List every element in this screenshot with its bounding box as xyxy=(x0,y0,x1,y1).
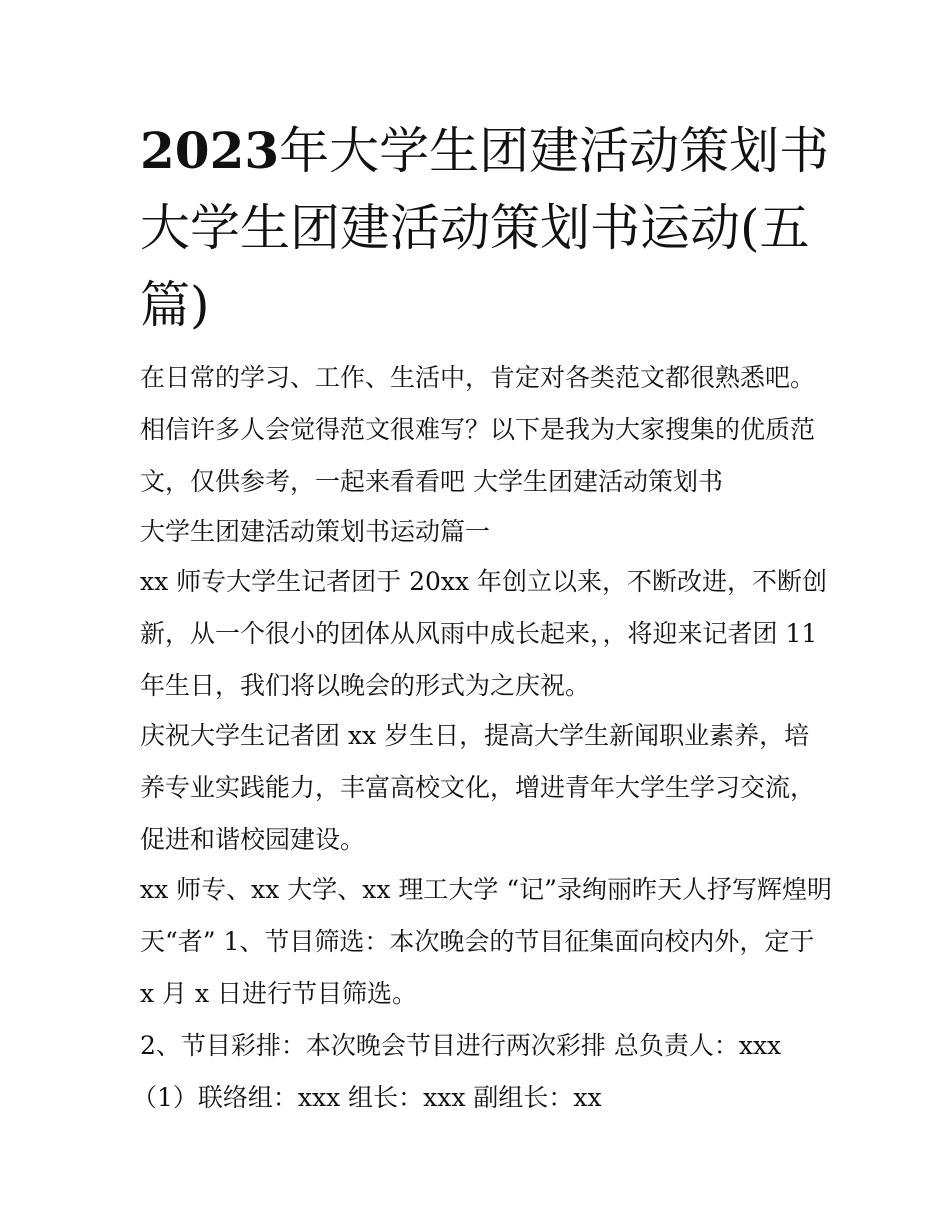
paragraph-organizers xyxy=(140,864,830,1020)
text-line: 养专业实践能力，丰富高校文化，增进青年大学生学习交流， xyxy=(140,773,816,802)
title-line-1 xyxy=(140,112,830,190)
document-title xyxy=(140,112,830,344)
text-line: x 月 x 日进行节目筛选。 xyxy=(140,979,418,1008)
text-line: 2、节目彩排：本次晚会节目进行两次彩排 总负责人：xxx xyxy=(140,1031,782,1060)
paragraph-section-heading xyxy=(140,506,830,556)
text-line: 促进和谐校园建设。 xyxy=(140,825,366,854)
paragraph-background xyxy=(140,556,830,710)
paragraph-intro xyxy=(140,352,830,506)
text-line: 文，仅供参考，一起来看看吧 大学生团建活动策划书 xyxy=(140,467,723,496)
paragraph-purpose xyxy=(140,710,830,864)
text-line: 新，从一个很小的团体从风雨中成长起来，，将迎来记者团 11 xyxy=(140,619,818,648)
text-line: xx 师专、xx 大学、xx 理工大学 “记”录绚丽昨天人抒写辉煌明 xyxy=(140,875,832,904)
text-line: 相信许多人会觉得范文很难写？以下是我为大家搜集的优质范 xyxy=(140,415,816,444)
text-line: 在日常的学习、工作、生活中，肯定对各类范文都很熟悉吧。 xyxy=(140,363,816,392)
text-line: （1）联络组：xxx 组长：xxx 副组长：xx xyxy=(132,1083,602,1112)
text-line: 年生日，我们将以晚会的形式为之庆祝。 xyxy=(140,671,591,700)
title-year: 2023 xyxy=(140,121,280,180)
title-line-1-text: 年大学生团建活动策划书 xyxy=(279,122,830,180)
title-line-3: 篇) xyxy=(140,276,210,334)
text-line: 庆祝大学生记者团 xx 岁生日，提高大学生新闻职业素养，培 xyxy=(140,721,810,750)
text-line: xx 师专大学生记者团于 20xx 年创立以来，不断改进，不断创 xyxy=(140,567,828,596)
document-body xyxy=(132,352,832,1124)
section-heading: 大学生团建活动策划书运动篇一 xyxy=(140,517,491,546)
paragraph-contact-group xyxy=(132,1072,830,1124)
text-line: 天“者” 1、节目筛选：本次晚会的节目征集面向校内外，定于 xyxy=(140,927,815,956)
paragraph-rehearsal xyxy=(140,1020,830,1072)
title-line-2: 大学生团建活动策划书运动(五 xyxy=(140,199,810,257)
